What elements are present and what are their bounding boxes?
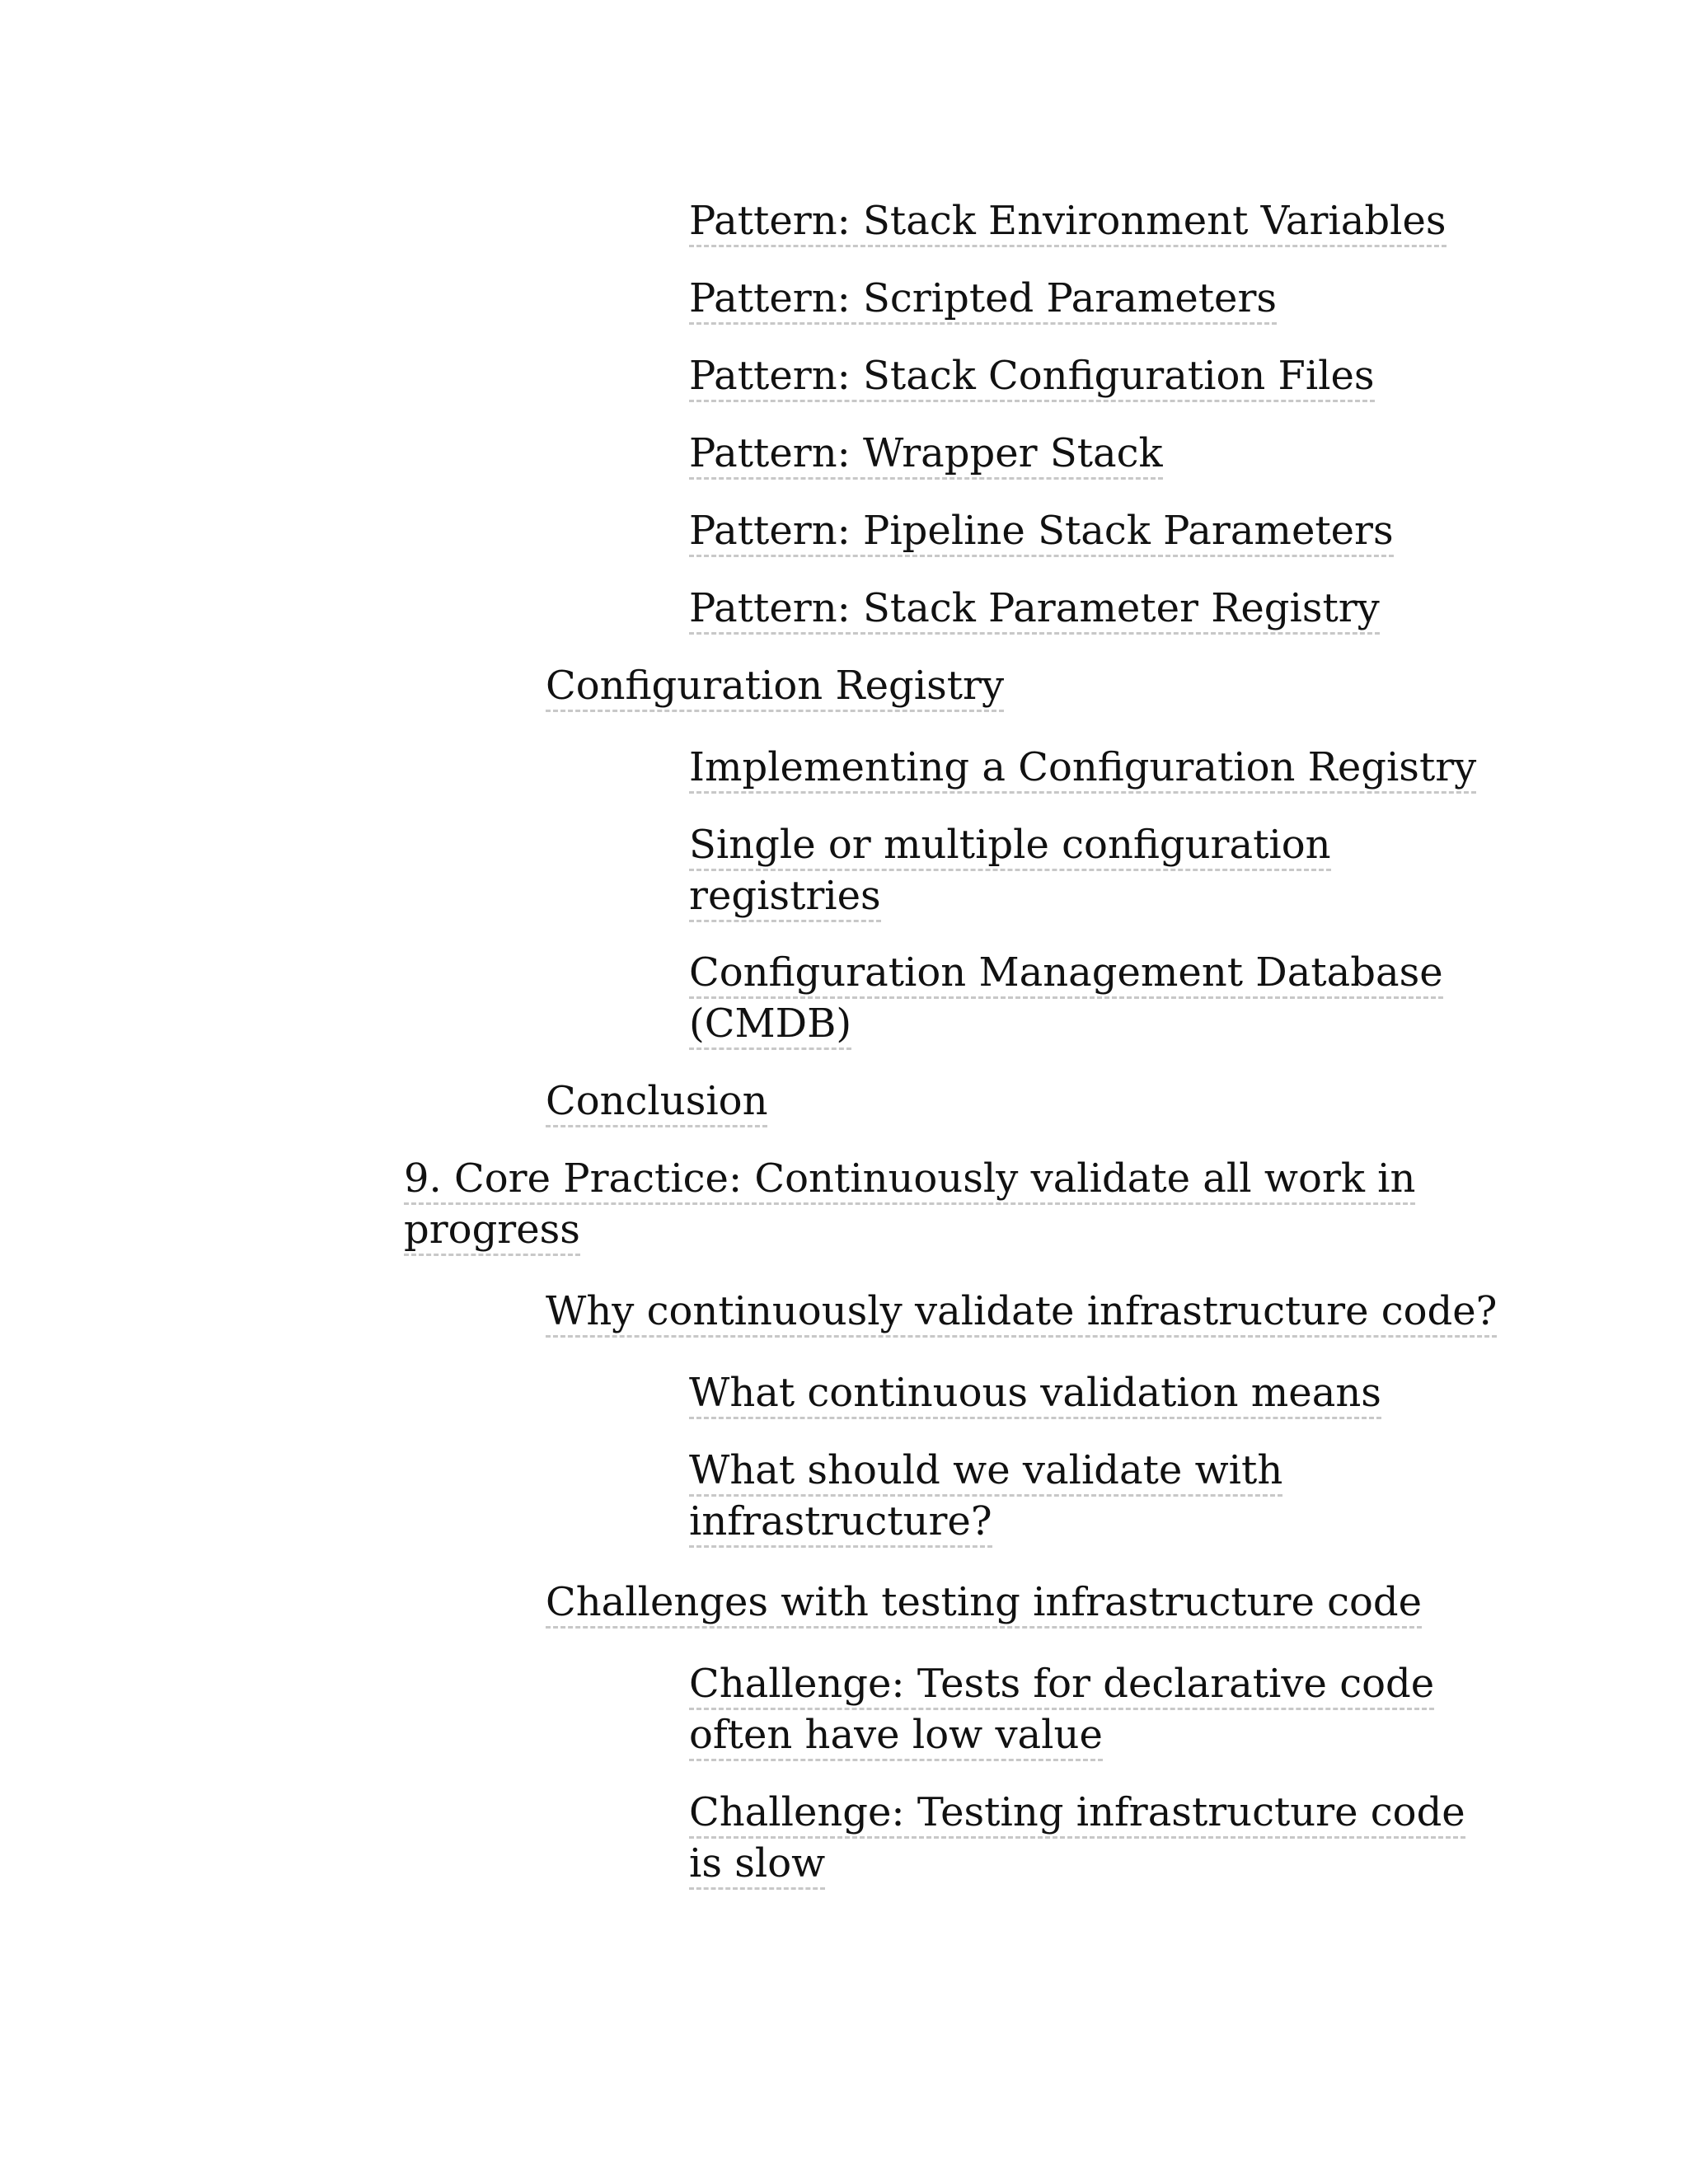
toc-link[interactable] [546,1286,1497,1337]
toc-link[interactable] [546,1577,1422,1628]
toc-link-text: Conclusion [546,1078,767,1127]
toc-link[interactable] [404,1153,1415,1255]
toc-link[interactable] [689,583,1380,634]
toc-link[interactable] [689,428,1163,479]
toc-link-text: Configuration Registry [546,663,1004,712]
toc-link-text: Why continuously validate infrastructure code? [546,1288,1497,1338]
toc-link-text: progress [404,1207,580,1256]
toc-link[interactable] [689,273,1277,324]
toc-link-text: Challenges with testing infrastructure code [546,1579,1422,1629]
toc-link-text: registries [689,873,881,922]
toc-link[interactable] [689,819,1331,921]
toc-link-text: infrastructure? [689,1498,992,1548]
toc-link[interactable] [689,505,1394,556]
toc-link-text: Pattern: Stack Parameter Registry [689,585,1380,635]
toc-link[interactable] [689,1445,1282,1547]
toc-link-text: What continuous validation means [689,1370,1381,1419]
toc-link[interactable] [689,195,1447,246]
toc-link[interactable] [689,350,1375,401]
toc-link-text: Pattern: Wrapper Stack [689,430,1163,480]
toc-link[interactable] [546,1076,767,1127]
toc-link-text: Pattern: Pipeline Stack Parameters [689,508,1394,557]
toc-link-text: Pattern: Stack Configuration Files [689,353,1375,402]
toc-link-text: Challenge: Tests for declarative code [689,1661,1434,1710]
toc-link-text: Single or multiple configuration [689,822,1331,871]
toc-link[interactable] [546,660,1004,711]
toc-link-text: Configuration Management Database [689,949,1443,999]
toc-link-text: Implementing a Configuration Registry [689,744,1476,794]
toc-link-text: is slow [689,1840,825,1890]
toc-link-text: often have low value [689,1712,1103,1761]
toc-link-text: What should we validate with [689,1447,1282,1497]
toc-link[interactable] [689,1787,1465,1889]
toc-link[interactable] [689,1367,1381,1418]
toc-link[interactable] [689,947,1443,1049]
toc-link[interactable] [689,1658,1434,1760]
toc-link-text: Challenge: Testing infrastructure code [689,1789,1465,1839]
toc-link[interactable] [689,742,1476,793]
toc-link-text: (CMDB) [689,1001,851,1050]
toc-link-text: Pattern: Stack Environment Variables [689,198,1447,247]
toc-link-text: Pattern: Scripted Parameters [689,275,1277,325]
toc-link-text: 9. Core Practice: Continuously validate all work in [404,1155,1415,1205]
